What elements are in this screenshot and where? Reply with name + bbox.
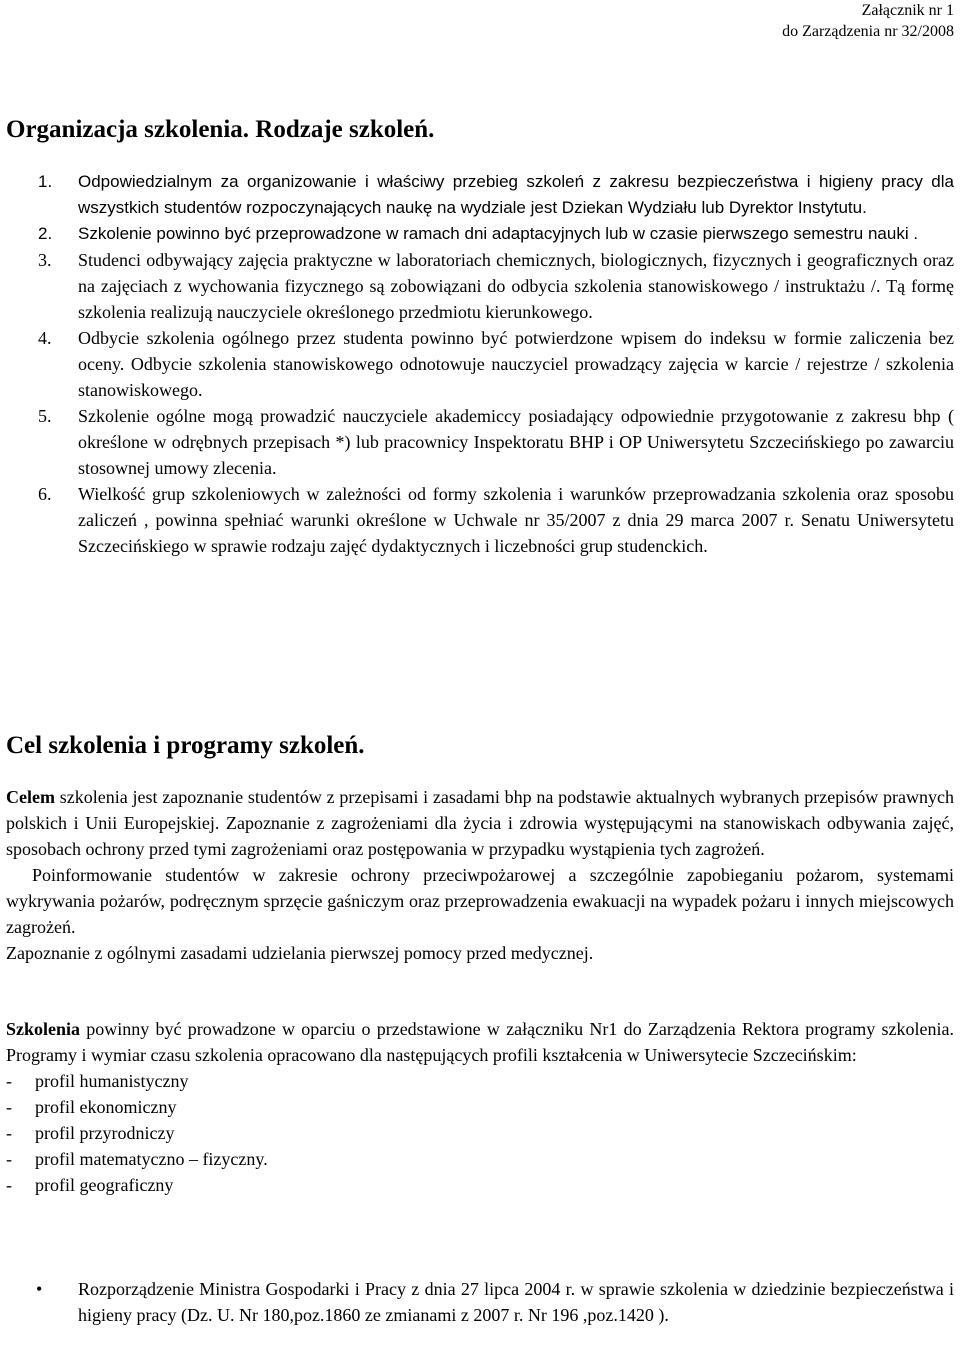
attachment-line-2: do Zarządzenia nr 32/2008 bbox=[782, 23, 954, 40]
goal-lead: Celem bbox=[6, 787, 55, 807]
footnote-text: Rozporządzenie Ministra Gospodarki i Pracy z dnia 27 lipca 2004 r. w sprawie szkolenia w dziedzinie bezpieczeństwa i higieny pracy (Dz. U. Nr 180,poz.1860 ze zmianami z 2007 r. Nr 196 ,poz.1420 ). bbox=[78, 1279, 954, 1325]
organization-list bbox=[6, 169, 954, 559]
list-text: Odpowiedzialnym za organizowanie i właściwy przebieg szkoleń z zakresu bezpieczeństwa i higieny pracy dla wszystkich studentów rozpoczynających naukę na wydziale jest Dziekan Wydziału lub Dyrektor Instytutu. bbox=[78, 172, 954, 217]
list-item bbox=[6, 247, 954, 325]
list-item bbox=[6, 481, 954, 559]
list-number: 4. bbox=[38, 328, 52, 348]
goal-text: szkolenia jest zapoznanie studentów z przepisami i zasadami bhp na podstawie aktualnych wybranych przepisów prawnych polskich i Unii Europejskiej. Zapoznanie z zagrożeniami dla życia i zdrowia występującymi na stanowiskach odbywania zajęć, sposobach ochrony przed tymi zagrożeniami oraz postępowania w przypadku wystąpienia tych zagrożeń. bbox=[6, 787, 954, 859]
list-number: 6. bbox=[38, 484, 52, 504]
list-text: Studenci odbywający zajęcia praktyczne w laboratoriach chemicznych, biologicznych, fizycznych i geograficznych oraz na zajęciach z wychowania fizycznego są zobowiązani do odbycia szkolenia stanowiskowego / instruktażu /. Tą formę szkolenia realizują nauczyciele określonego przedmiotu kierunkowego. bbox=[78, 250, 954, 322]
training-section bbox=[6, 1016, 954, 1198]
list-number: 5. bbox=[38, 406, 52, 426]
list-item bbox=[6, 221, 954, 247]
training-paragraph bbox=[6, 1016, 954, 1068]
section-title-organization: Organizacja szkolenia. Rodzaje szkoleń. bbox=[6, 116, 435, 143]
training-text: powinny być prowadzone w oparciu o przedstawione w załączniku Nr1 do Zarządzenia Rektora programy szkolenia. Programy i wymiar czasu szkolenia opracowano dla następujących profili kształcenia w Uniwersytecie Szczecińskim: bbox=[6, 1019, 954, 1065]
section-title-goal: Cel szkolenia i programy szkoleń. bbox=[6, 732, 365, 759]
goal-paragraph bbox=[6, 784, 954, 862]
list-item bbox=[6, 169, 954, 221]
list-number: 2. bbox=[38, 224, 53, 243]
footnote bbox=[6, 1276, 954, 1328]
profile-label: profil humanistyczny bbox=[35, 1071, 189, 1091]
training-lead: Szkolenia bbox=[6, 1019, 81, 1039]
list-text: Szkolenie ogólne mogą prowadzić nauczyciele akademiccy posiadający odpowiednie przygotowanie z zakresu bhp ( określone w odrębnych przepisach *) lub pracownicy Inspektoratu BHP i OP Uniwersytetu Szczecińskiego po zawarciu stosownej umowy zlecenia. bbox=[78, 406, 954, 478]
attachment-header bbox=[782, 0, 954, 42]
profile-label: profil ekonomiczny bbox=[35, 1097, 177, 1117]
list-number: 1. bbox=[38, 172, 53, 191]
profile-item: - profil geograficzny bbox=[6, 1175, 174, 1195]
goal-section bbox=[6, 784, 954, 966]
list-number: 3. bbox=[38, 250, 52, 270]
profile-item: - profil przyrodniczy bbox=[6, 1123, 175, 1143]
attachment-line-1: Załącznik nr 1 bbox=[861, 2, 954, 19]
list-text: Wielkość grup szkoleniowych w zależności od formy szkolenia i warunków przeprowadzania szkolenia oraz sposobu zaliczeń , powinna spełniać warunki określone w Uchwale nr 35/2007 z dnia 29 marca 2007 r. Senatu Uniwersytetu Szczecińskiego w sprawie rodzaju zajęć dydaktycznych i liczebności grup studenckich. bbox=[78, 484, 954, 556]
list-item bbox=[6, 325, 954, 403]
fire-paragraph: Poinformowanie studentów w zakresie ochrony przeciwpożarowej a szczególnie zapobieganiu pożarom, systemami wykrywania pożarów, podręcznym sprzęcie gaśniczym oraz przeprowadzenia ewakuacji na wypadek pożaru i innych miejscowych zagrożeń. bbox=[6, 865, 954, 937]
profile-item: - profil ekonomiczny bbox=[6, 1097, 177, 1117]
profile-label: profil matematyczno – fizyczny. bbox=[35, 1149, 268, 1169]
list-item bbox=[6, 403, 954, 481]
profile-label: profil przyrodniczy bbox=[35, 1123, 175, 1143]
profile-label: profil geograficzny bbox=[35, 1175, 174, 1195]
first-aid-paragraph: Zapoznanie z ogólnymi zasadami udzielania pierwszej pomocy przed medycznej. bbox=[6, 943, 594, 963]
list-text: Szkolenie powinno być przeprowadzone w ramach dni adaptacyjnych lub w czasie pierwszego semestru nauki . bbox=[78, 224, 919, 243]
profile-item: - profil humanistyczny bbox=[6, 1071, 189, 1091]
list-text: Odbycie szkolenia ogólnego przez studenta powinno być potwierdzone wpisem do indeksu w formie zaliczenia bez oceny. Odbycie szkolenia stanowiskowego odnotowuje nauczyciel prowadzący zajęcia w karcie / rejestrze / szkolenia stanowiskowego. bbox=[78, 328, 954, 400]
bullet-icon: • bbox=[36, 1279, 43, 1299]
profile-item: - profil matematyczno – fizyczny. bbox=[6, 1149, 268, 1169]
